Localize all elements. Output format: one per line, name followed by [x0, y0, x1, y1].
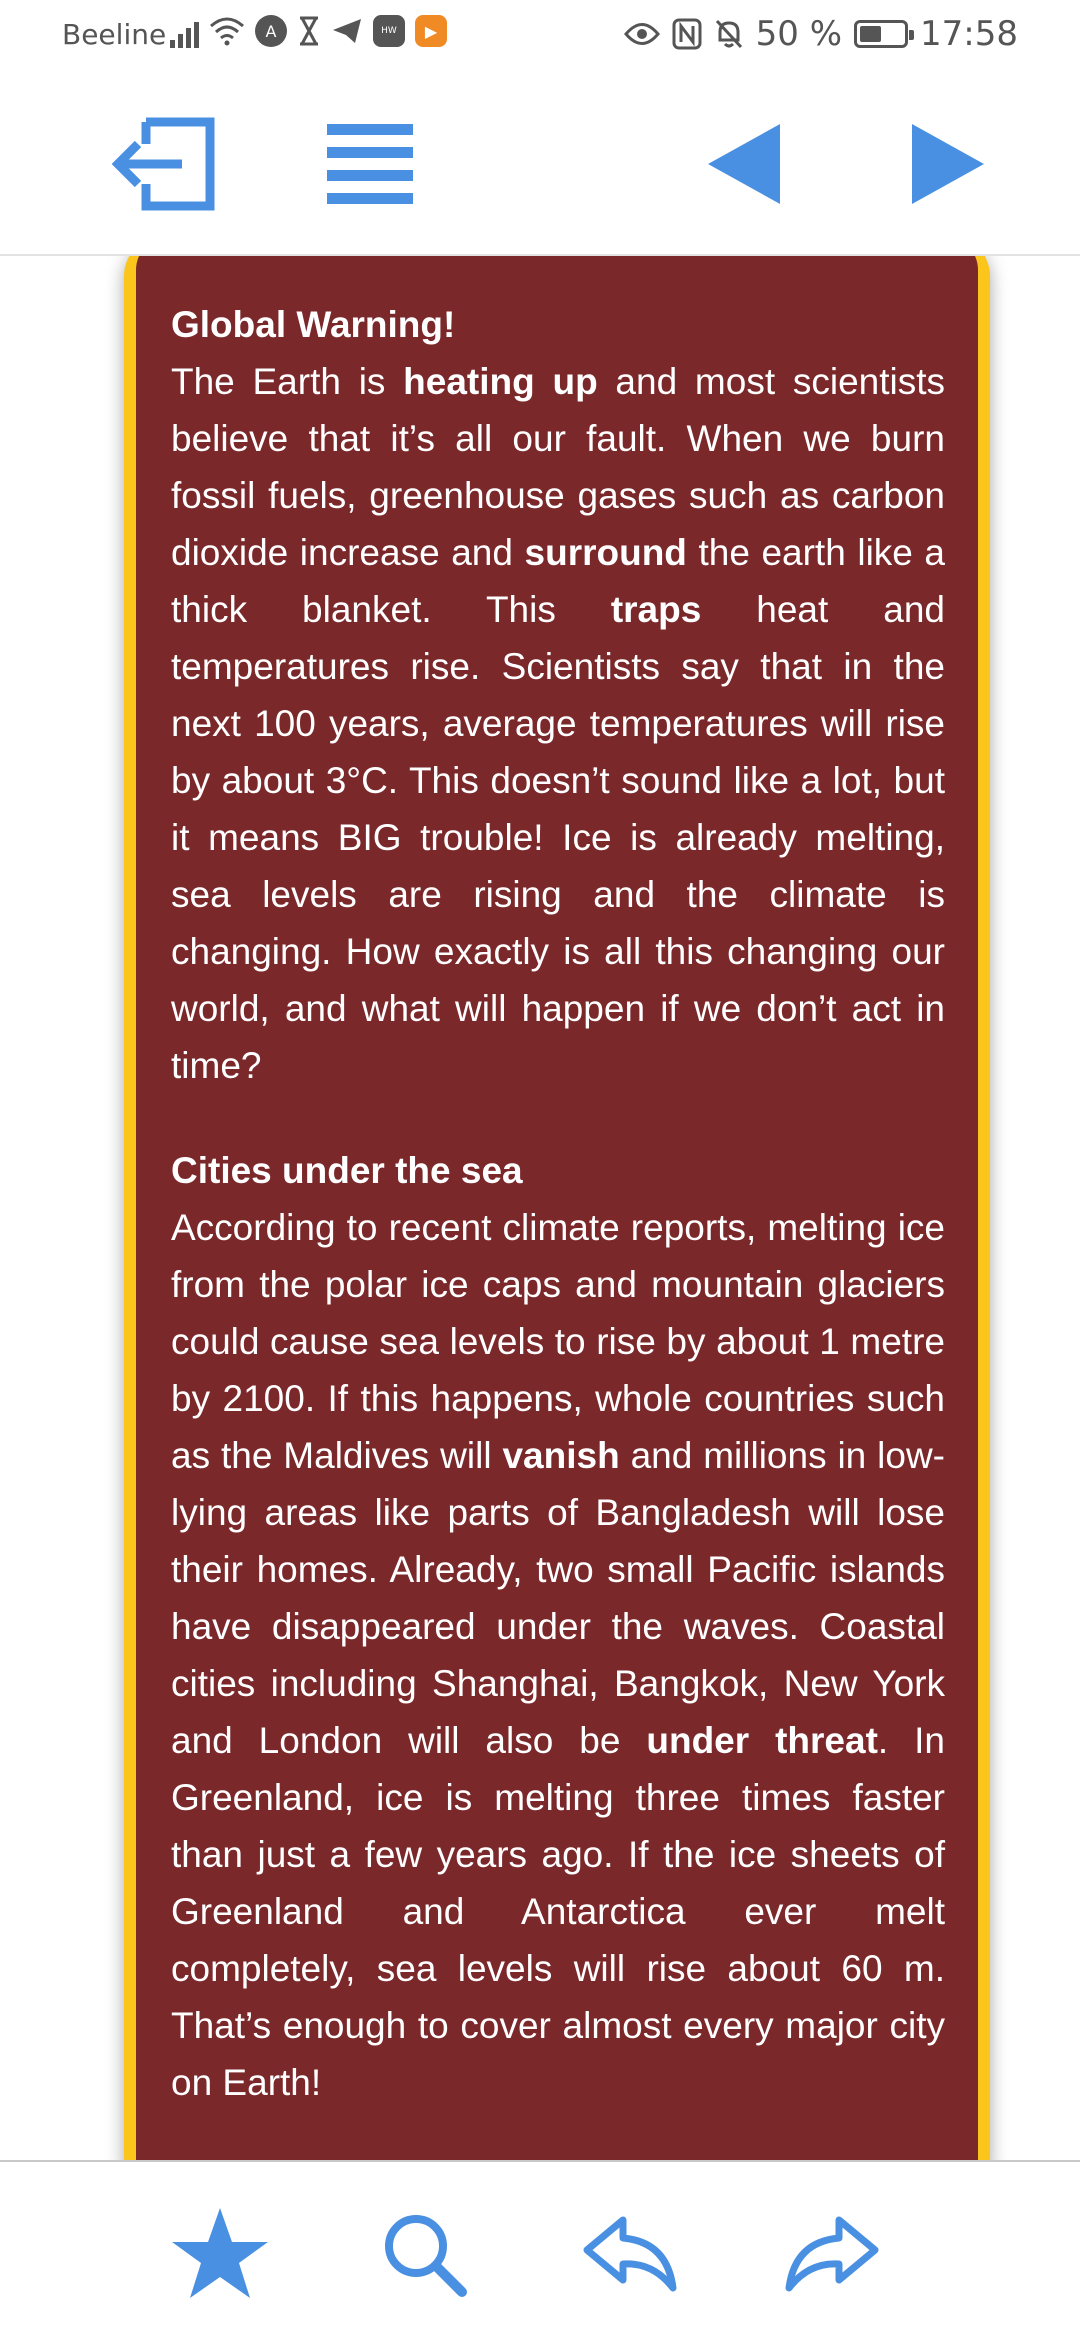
wifi-icon [209, 16, 245, 46]
bottom-toolbar [0, 2160, 1080, 2342]
player-app-icon: ▶ [415, 15, 447, 47]
back-button[interactable] [578, 2202, 682, 2306]
bookmark-star-icon [170, 2206, 270, 2302]
clock: 17:58 [920, 14, 1018, 54]
article-text [171, 296, 945, 2111]
menu-icon [325, 120, 415, 208]
nfc-icon [672, 18, 702, 50]
text-run: heat and temperatures rise. Scientists say that in the next 100 years, average temperatures will rise by about 3°C. This doesn’t sound like a lot, but it means BIG trouble! Ice is already melting, sea levels are rising and the climate is changing. How exactly is all this changing our world, and what will happen if we don’t act in time? [171, 589, 945, 1086]
status-bar [0, 0, 1080, 76]
bold-term: under threat [646, 1720, 878, 1761]
mute-icon [714, 18, 744, 50]
text-run: and most scientists believe that it’s all our fault. When we burn fossil fuels, greenhouse gases such as carbon dioxide increase and [171, 361, 945, 573]
text-run: and millions in low-lying areas like parts of Bangladesh will lose their homes. Already, two small Pacific islands have disappeared under the waves. Coastal cities including Shanghai, Bangkok, New York and London will also be [171, 1435, 945, 1761]
previous-page-icon [704, 122, 784, 206]
telegram-icon [331, 17, 363, 45]
text-run: the earth like a thick blanket. This [171, 532, 945, 630]
battery-percent: 50 % [755, 14, 843, 54]
search-icon [380, 2210, 468, 2298]
text-run: The Earth is [171, 361, 404, 402]
text-run: According to recent climate reports, melting ice from the polar ice caps and mountain glaciers could cause sea levels to rise by about 1 metre by 2100. If this happens, whole countries such as the Maldives will [171, 1207, 945, 1476]
app-icon: A [255, 15, 287, 47]
next-page-button[interactable] [896, 112, 1000, 216]
forward-button[interactable] [780, 2202, 884, 2306]
exit-button[interactable] [112, 112, 216, 216]
search-button[interactable] [372, 2202, 476, 2306]
bold-term: heating up [403, 361, 598, 402]
battery-fill [860, 26, 881, 42]
next-page-icon [908, 122, 988, 206]
previous-page-button[interactable] [692, 112, 796, 216]
signal-icon [170, 14, 199, 48]
top-toolbar [0, 76, 1080, 256]
bold-term: traps [610, 589, 702, 630]
hourglass-icon [297, 16, 321, 46]
section-heading-global-warning: Global Warning! [171, 304, 456, 345]
bookmark-button[interactable] [168, 2202, 272, 2306]
bold-term: surround [524, 532, 687, 573]
bold-term: vanish [502, 1435, 620, 1476]
section-body-global-warning [171, 353, 945, 1094]
section-body-cities-under-the-sea [171, 1199, 945, 2111]
menu-button[interactable] [318, 112, 422, 216]
back-icon [583, 2216, 677, 2292]
exit-icon [112, 116, 216, 212]
text-run: . In Greenland, ice is melting three times faster than just a few years ago. If the ice sheets of Greenland and Antarctica ever melt completely, sea levels will rise about 60 m. That’s enough to cover almost every major city on Earth! [171, 1720, 945, 2103]
huawei-app-icon: HW [373, 15, 405, 47]
battery-icon [854, 20, 908, 48]
section-heading-cities-under-the-sea: Cities under the sea [171, 1150, 523, 1191]
reading-pane[interactable] [0, 256, 1080, 2160]
eye-icon [624, 21, 660, 47]
carrier-name: Beeline [62, 18, 167, 51]
forward-icon [785, 2216, 879, 2292]
